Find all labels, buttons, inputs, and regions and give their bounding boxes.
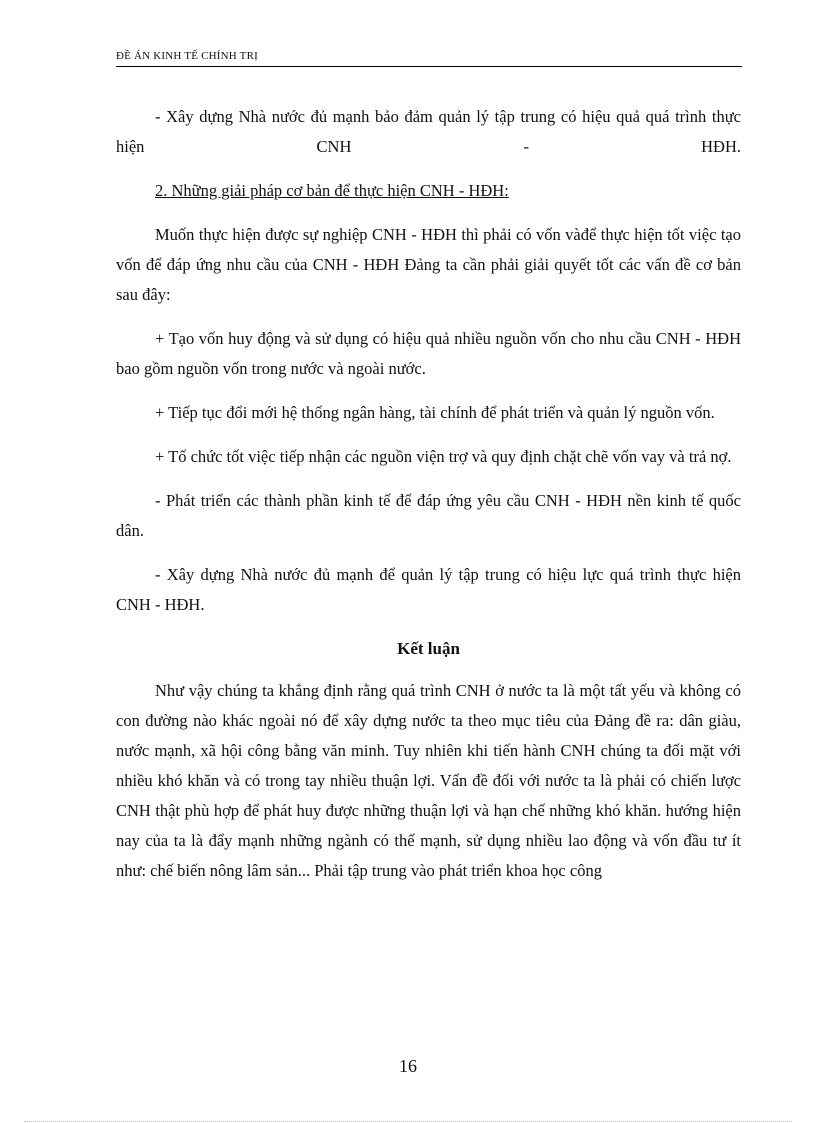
paragraph-aid-and-debt: + Tổ chức tốt việc tiếp nhận các nguồn viện trợ và quy định chặt chẽ vốn vay và trả nợ. (155, 447, 732, 466)
conclusion-heading: Kết luận (397, 639, 460, 658)
paragraph-banking-reform: + Tiếp tục đổi mới hệ thống ngân hàng, tài chính để phát triển và quản lý nguồn vốn. (155, 403, 715, 422)
page-number: 16 (399, 1056, 417, 1076)
paragraph-capital-mobilization: + Tạo vốn huy động và sử dụng có hiệu quả nhiều nguồn vốn cho nhu cầu CNH - HĐH bao gồm nguồn vốn trong nước và ngoài nước. (116, 329, 741, 378)
page-bottom-border (24, 1121, 792, 1122)
page-body (116, 102, 741, 900)
paragraph-capital-intro: Muốn thực hiện được sự nghiệp CNH - HĐH thì phải có vốn vàđể thực hiện tốt việc tạo vốn để đáp ứng nhu cầu của CNH - HĐH Đảng ta cần phải giải quyết tốt các vấn đề cơ bản sau đây: (116, 225, 741, 304)
running-header: ĐỀ ÁN KINH TẾ CHÍNH TRỊ (116, 49, 742, 67)
paragraph-economic-sectors: - Phát triển các thành phần kinh tế để đáp ứng yêu cầu CNH - HĐH nền kinh tế quốc dân. (116, 491, 741, 540)
paragraph-strong-state: - Xây dựng Nhà nước đủ mạnh để quản lý tập trung có hiệu lực quá trình thực hiện CNH - HĐH. (116, 565, 741, 614)
paragraph-conclusion: Như vậy chúng ta khẳng định rằng quá trình CNH ở nước ta là một tất yếu và không có con đường nào khác ngoài nó để xây dựng nước ta theo mục tiêu của Đảng đề ra: dân giàu, nước mạnh, xã hội công bằng văn minh. Tuy nhiên khi tiến hành CNH chúng ta đối mặt với nhiều khó khăn và có trong tay nhiều thuận lợi. Vấn đề đối với nước ta là phải có chiến lược CNH thật phù hợp để phát huy được những thuận lợi và hạn chế những khó khăn. hướng hiện nay của ta là đẩy mạnh những ngành có thế mạnh, sử dụng nhiều lao động và vốn đầu tư ít như: chế biến nông lâm sản... Phải tập trung vào phát triển khoa học công (116, 681, 741, 880)
paragraph-state-management: - Xây dựng Nhà nước đủ mạnh bảo đảm quản lý tập trung có hiệu quả quá trình thực hiện CNH - HĐH. (116, 107, 741, 156)
section-heading-solutions (116, 176, 741, 206)
section-heading-text: 2. Những giải pháp cơ bản để thực hiện CNH - HĐH: (155, 181, 509, 200)
